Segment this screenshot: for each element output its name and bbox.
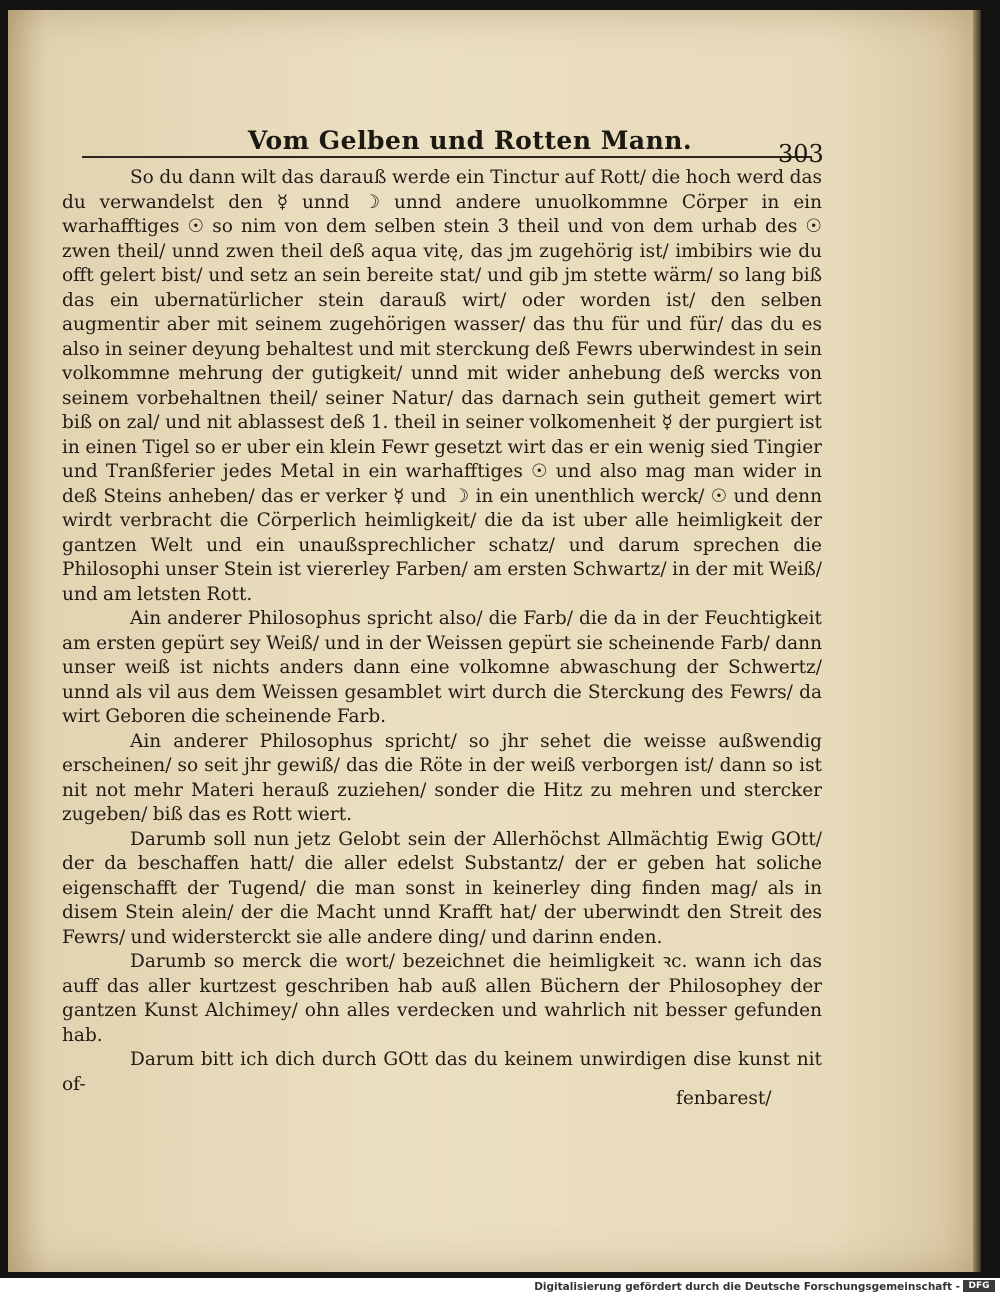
paragraph-2: Ain anderer Philosophus spricht also/ die Farb/ die da in der Feuchtigkeit am ersten gepürt sey Weiß/ und in der Weissen gepürt sie scheinende Farb/ dann unser weiß ist nichts anders dann eine volkomne abwaschung der Schwertz/ unnd als vil aus dem Weissen gesamblet wirt durch die Sterckung des Fewrs/ da wirt Geboren die scheinende Farb.: [62, 608, 822, 727]
digitization-credit: Digitalisierung gefördert durch die Deutsche Forschungsgemeinschaft -: [534, 1281, 960, 1293]
header-rule: [82, 156, 812, 158]
main-text: [62, 166, 822, 1097]
paragraph-4: Darumb soll nun jetz Gelobt sein der Allerhöchst Allmächtig Ewig GOtt/ der da beschaffen hatt/ die aller edelst Substantz/ der er geben hat soliche eigenschafft der Tugend/ die man sonst in keinerley ding finden mag/ als in disem Stein alein/ der die Macht unnd Krafft hat/ der uberwindt den Streit des Fewrs/ und widersterckt sie alle andere ding/ und darinn enden.: [62, 828, 822, 948]
dfg-logo-icon: DFG: [963, 1280, 995, 1292]
paragraph-6: Darum bitt ich dich durch GOtt das du keinem unwirdigen dise kunst nit of-: [62, 1049, 822, 1095]
page-number: 303: [778, 140, 824, 168]
catchword: fenbarest/: [676, 1088, 772, 1109]
running-title: Vom Gelben und Rotten Mann.: [247, 126, 693, 155]
page-edge: [973, 10, 981, 1272]
paragraph-5: Darumb so merck die wort/ bezeichnet die heimligkeit ꝛc. wann ich das auff das aller kurtzest geschriben hab auß allen Büchern der Philosophey der gantzen Kunst Alchimey/ ohn alles verdecken und wahrlich nit besser gefunden hab.: [62, 951, 822, 1046]
paragraph-1: So du dann wilt das darauß werde ein Tinctur auf Rott/ die hoch werd das du verwandelst den ☿ unnd ☽ unnd andere unuolkommne Cörper in ein warhafftiges ☉ so nim von dem selben stein 3 theil und von dem urhab des ☉ zwen theil/ unnd zwen theil deß aqua vitę, das jm zugehörig ist/ imbibirs wie du offt gelert bist/ und setz an sein bereite stat/ und gib jm stette wärm/ so lang biß das ein ubernatürlicher stein darauß wirt/ oder worden ist/ den selben augmentir aber mit seinem zugehörigen wasser/ das thu für und für/ das du es also in seiner deyung behaltest und mit sterckung deß Fewrs uberwindest in sein volkommne mehrung der gutigkeit/ unnd mit wider anhebung deß wercks von seinem vorbehaltnen theil/ seiner Natur/ das darnach sein gutheit gemert wirt biß on zal/ und nit ablassest deß 1. theil in seiner volkomenheit ☿ der purgiert ist in einen Tigel so er uber ein klein Fewr gesetzt wirt das er ein wenig sied Tingier und Tranßferier jedes Metal in ein warhafftiges ☉ und also mag man wider in deß Steins anheben/ das er verker ☿ und ☽ in ein unenthlich werck/ ☉ und denn wirdt verbracht die Cörperlich heimligkeit/ die da ist uber alle heimligkeit der gantzen Welt und ein unaußsprechlicher schatz/ und darum sprechen die Philosophi unser Stein ist viererley Farben/ am ersten Schwartz/ in der mit Weiß/ und am letsten Rott.: [62, 167, 822, 605]
paragraph-3: Ain anderer Philosophus spricht/ so jhr sehet die weisse außwendig erscheinen/ so seit jhr gewiß/ das die Röte in der weiß verborgen ist/ dann so ist nit not mehr Materi herauß zuziehen/ sonder die Hitz zu mehren und stercker zugeben/ biß das es Rott wiert.: [62, 730, 822, 825]
